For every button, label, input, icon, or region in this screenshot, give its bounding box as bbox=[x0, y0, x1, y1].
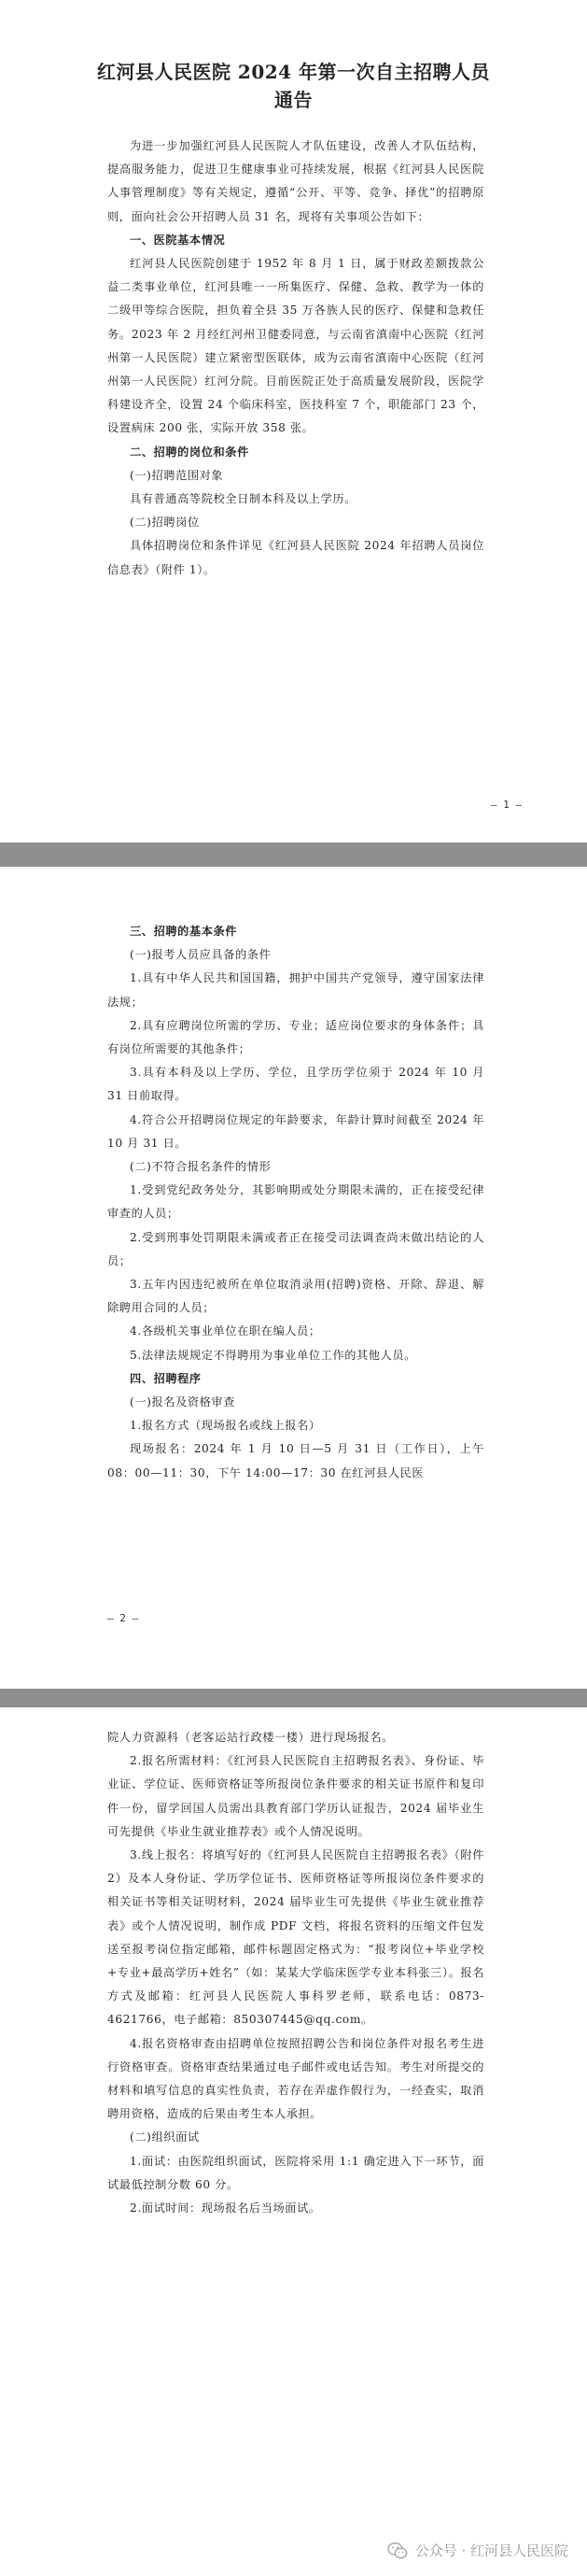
document-title: 红河县人民医院 2024 年第一次自主招聘人员通告 bbox=[96, 61, 491, 111]
positions-paragraph: 具体招聘岗位和条件详见《红河县人民医院 2024 年招聘人员岗位信息表》（附件 1）。 bbox=[107, 539, 484, 576]
wechat-watermark bbox=[387, 2541, 568, 2560]
intro-paragraph: 为进一步加强红河县人民医院人才队伍建设，改善人才队伍结构，提高服务能力，促进卫生健康事业可持续发展，根据《红河县人民医院人事管理制度》等有关规定，遵循“公开、平等、竞争、择优”的招聘原则，面向社会公开招聘人员 31 名，现将有关事项公告如下： bbox=[107, 139, 484, 223]
document-page-1 bbox=[0, 0, 587, 869]
requirement-item: 4.符合公开招聘岗位规定的年龄要求，年龄计算时间截至 2024 年 10 月 31 日。 bbox=[107, 1112, 484, 1150]
ineligible-item: 5.法律法规规定不得聘用为事业单位工作的其他人员。 bbox=[130, 1348, 416, 1362]
requirement-item: 1.具有中华人民共和国国籍，拥护中国共产党领导，遵守国家法律法规； bbox=[107, 971, 484, 1009]
section-heading-4: 四、招聘程序 bbox=[130, 1371, 202, 1385]
section-heading-3: 三、招聘的基本条件 bbox=[130, 925, 238, 938]
ineligible-item: 2.受到刑事处罚期限未满或者正在接受司法调查尚未做出结论的人员； bbox=[107, 1230, 484, 1267]
interview-item: 2.面试时间：现场报名后当场面试。 bbox=[130, 2201, 321, 2215]
page-number: — 1 — bbox=[490, 799, 522, 811]
section-heading-2: 二、招聘的岗位和条件 bbox=[130, 445, 249, 459]
ineligible-item: 3.五年内因违纪被所在单位取消录用(招聘)资格、开除、辞退、解除聘用合同的人员； bbox=[107, 1278, 484, 1315]
requirement-item: 2.具有应聘岗位所需的学历、专业；适应岗位要求的身体条件；具有岗位所需要的其他条件； bbox=[107, 1018, 484, 1056]
online-registration-paragraph: 3.线上报名：将填写好的《红河县人民医院自主招聘报名表》（附件 2）及本人身份证、学历学位证书、医师资格证等所报岗位条件要求的相关证书等相关证明材料，2024 届毕业生可先提供《毕业生就业推荐表》或个人情况说明，制作成 PDF 文档，将报名资料的压缩文件包发送至报考岗位指定邮箱，邮件标题固定格式为：“报考岗位+毕业学校+专业+最高学历+姓名”（如：某某大学临床医学专业本科张三）。报名方式及邮箱：红河县人民医院人事科罗老师，联系电话：0873-4621766，电子邮箱：850307445@qq.com。 bbox=[107, 1848, 485, 2027]
page-number: — 2 — bbox=[107, 1612, 139, 1624]
section-1-paragraph: 红河县人民医院创建于 1952 年 8 月 1 日，属于财政差额拨款公益二类事业单位，红河县唯一一所集医疗、保健、急救、教学为一体的二级甲等综合医院，担负着全县 35 万各族人民的医疗、保健和急救任务。2023 年 2 月经红河州卫健委同意，与云南省滇南中心医院（红河州第一人民医院）建立紧密型医联体，成为云南省滇南中心医院（红河州第一人民医院）红河分院。目前医院正处于高质量发展阶段，医院学科建设齐全，设置 24 个临床科室，医技科室 7 个，职能部门 23 个，设置病床 200 张，实际开放 358 张。 bbox=[107, 257, 484, 435]
subheading-registration: (一)报名及资格审查 bbox=[130, 1395, 236, 1409]
document-page-2 bbox=[0, 867, 587, 1689]
subheading-interview: (二)组织面试 bbox=[130, 2130, 200, 2144]
document-page-3 bbox=[0, 1707, 587, 2576]
subheading-positions: (二)招聘岗位 bbox=[130, 516, 200, 530]
subheading-scope: (一)招聘范围对象 bbox=[130, 468, 224, 482]
subheading-requirements: (一)报考人员应具备的条件 bbox=[130, 948, 272, 962]
watermark-text: 公众号 · 红河县人民医院 bbox=[414, 2542, 568, 2559]
page-separator bbox=[0, 842, 587, 867]
registration-method: 1.报名方式（现场报名或线上报名） bbox=[130, 1419, 321, 1433]
continuation-paragraph: 院人力资源科（老客运站行政楼一楼）进行现场报名。 bbox=[107, 1731, 394, 1744]
onsite-registration-paragraph: 现场报名：2024 年 1 月 10 日—5 月 31 日（工作日），上午 08：00—11：30，下午 14:00—17：30 在红河县人民医 bbox=[107, 1442, 484, 1479]
ineligible-item: 4.各级机关事业单位在职在编人员； bbox=[130, 1324, 321, 1338]
wechat-icon bbox=[387, 2541, 408, 2560]
subheading-ineligible: (二)不符合报名条件的情形 bbox=[130, 1160, 272, 1174]
qualification-review-paragraph: 4.报名资格审查由招聘单位按照招聘公告和岗位条件对报名考生进行资格审查。资格审查结果通过电子邮件或电话告知。考生对所提交的材料和填写信息的真实性负责，若存在弄虚作假行为，一经查实，取消聘用资格，造成的后果由考生本人承担。 bbox=[107, 2036, 484, 2121]
ineligible-item: 1.受到党纪政务处分，其影响期或处分期限未满的，正在接受纪律审查的人员； bbox=[107, 1183, 484, 1221]
page-separator bbox=[0, 1689, 587, 1707]
materials-paragraph: 2.报名所需材料：《红河县人民医院自主招聘报名表》、身份证、毕业证、学位证、医师资格证等所报岗位条件要求的相关证书原件和复印件一份，留学回国人员需出具教育部门学历认证报告，2024 届毕业生可先提供《毕业生就业推荐表》或个人情况说明。 bbox=[107, 1754, 484, 1838]
section-heading-1: 一、医院基本情况 bbox=[130, 233, 226, 247]
scope-paragraph: 具有普通高等院校全日制本科及以上学历。 bbox=[130, 492, 356, 506]
requirement-item: 3.具有本科及以上学历、学位，且学历学位须于 2024 年 10 月 31 日前取得。 bbox=[107, 1066, 484, 1103]
interview-item: 1.面试：由医院组织面试，医院将采用 1:1 确定进入下一环节，面试最低控制分数 60 分。 bbox=[107, 2154, 484, 2191]
